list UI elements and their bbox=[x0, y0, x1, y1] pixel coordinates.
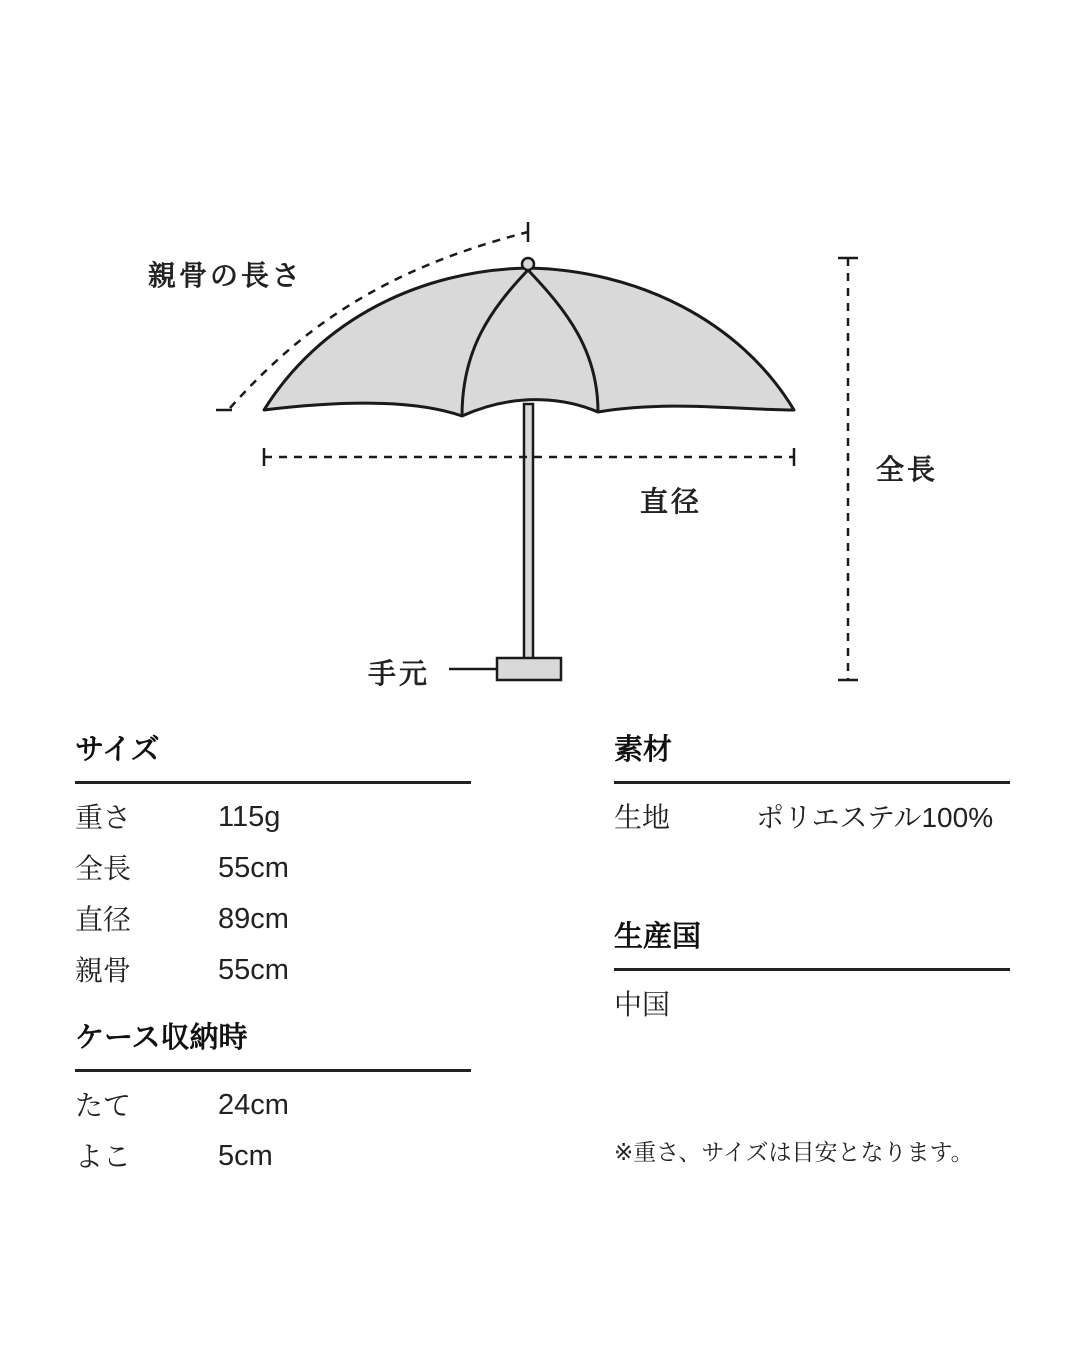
size-row-total-length bbox=[75, 843, 471, 894]
case-section bbox=[75, 1017, 471, 1182]
umbrella-tip bbox=[522, 258, 534, 270]
origin-table bbox=[614, 979, 1010, 1030]
size-row-diameter bbox=[75, 894, 471, 945]
size-divider bbox=[75, 781, 471, 784]
origin-value: 中国 bbox=[614, 988, 671, 1021]
handle-label: 手元 bbox=[368, 657, 431, 690]
spec-value: 55cm bbox=[218, 852, 289, 884]
spec-key: たて bbox=[75, 1089, 132, 1122]
spec-key: 重さ bbox=[75, 801, 132, 834]
size-row-weight bbox=[75, 792, 471, 843]
material-title: 素材 bbox=[614, 732, 673, 766]
diameter-label: 直径 bbox=[640, 485, 703, 518]
spec-value: 89cm bbox=[218, 903, 289, 935]
spec-key: 全長 bbox=[75, 852, 132, 885]
size-section bbox=[75, 729, 471, 996]
spec-key: よこ bbox=[75, 1140, 132, 1173]
total-length-label: 全長 bbox=[876, 453, 939, 486]
spec-value: ポリエステル100% bbox=[756, 802, 994, 833]
material-table bbox=[614, 792, 1010, 843]
case-table bbox=[75, 1080, 471, 1182]
size-row-rib bbox=[75, 945, 471, 996]
case-row-height bbox=[75, 1080, 471, 1131]
size-title: サイズ bbox=[75, 732, 160, 766]
umbrella-handle bbox=[497, 658, 561, 680]
origin-divider bbox=[614, 968, 1010, 971]
material-row-fabric bbox=[614, 792, 1010, 843]
origin-title: 生産国 bbox=[614, 919, 702, 953]
material-divider bbox=[614, 781, 1010, 784]
origin-row bbox=[614, 979, 1010, 1030]
size-table bbox=[75, 792, 471, 996]
spec-key: 生地 bbox=[614, 801, 671, 834]
origin-section bbox=[614, 916, 1010, 1030]
case-row-width bbox=[75, 1131, 471, 1182]
umbrella-canopy bbox=[264, 268, 794, 416]
rib-length-label: 親骨の長さ bbox=[148, 259, 304, 292]
spec-key: 直径 bbox=[75, 903, 132, 936]
spec-value: 115g bbox=[218, 801, 281, 833]
material-section bbox=[614, 729, 1010, 843]
case-title: ケース収納時 bbox=[75, 1020, 248, 1054]
umbrella-shaft bbox=[524, 404, 533, 660]
spec-value: 5cm bbox=[218, 1140, 273, 1172]
spec-key: 親骨 bbox=[75, 954, 132, 987]
spec-value: 24cm bbox=[218, 1089, 289, 1121]
spec-value: 55cm bbox=[218, 954, 289, 986]
disclaimer-note: ※重さ、サイズは目安となります。 bbox=[614, 1140, 974, 1166]
case-divider bbox=[75, 1069, 471, 1072]
